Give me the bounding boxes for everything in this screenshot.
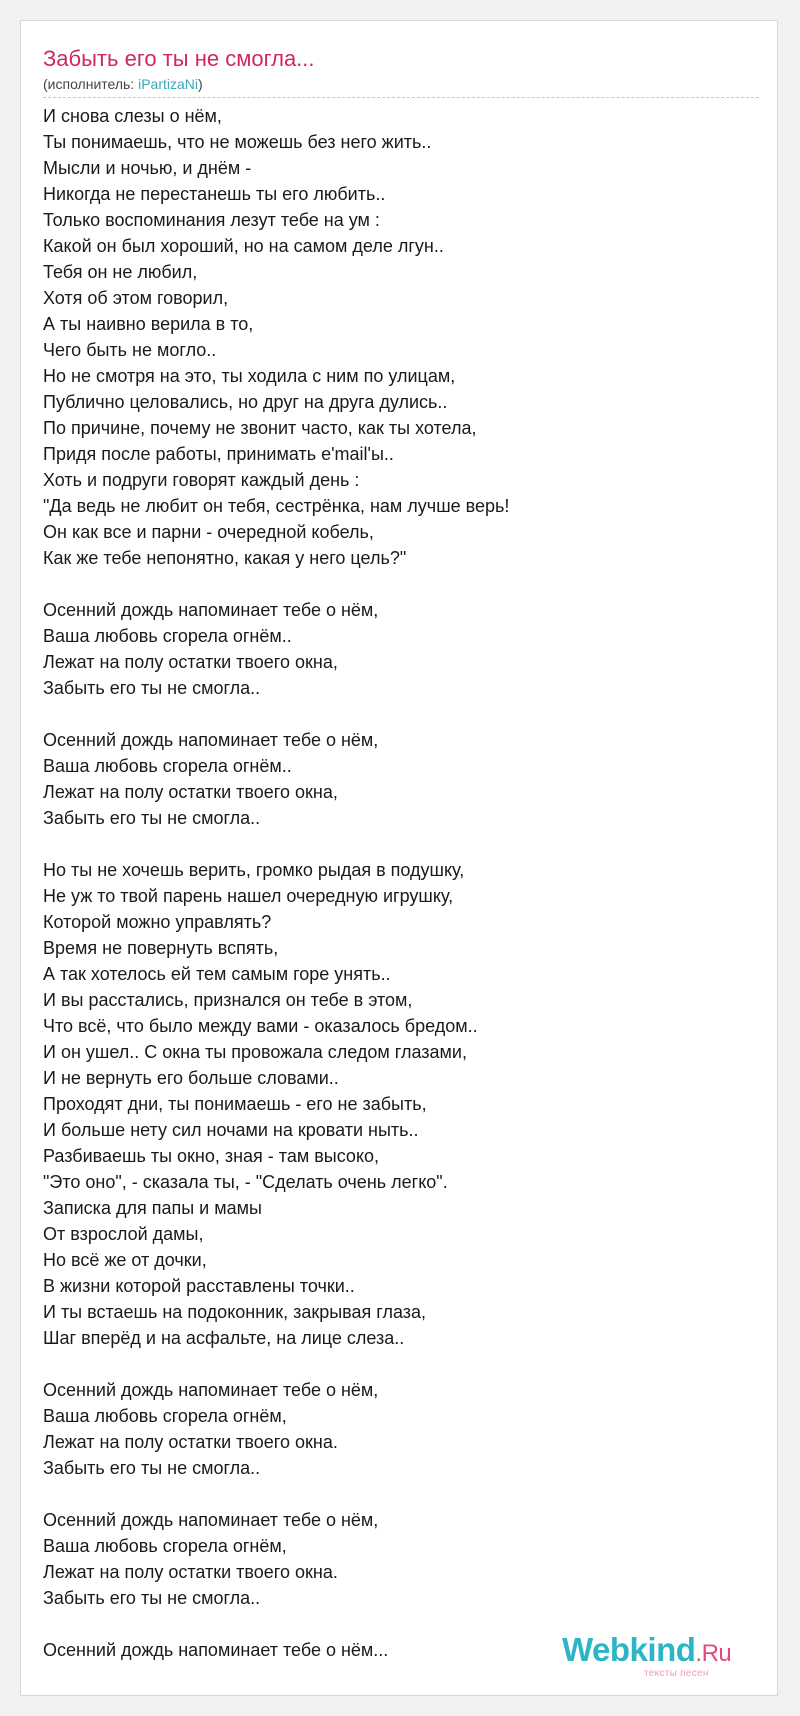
lyric-line: В жизни которой расставлены точки.. bbox=[43, 1276, 355, 1296]
lyric-line: А ты наивно верила в то, bbox=[43, 314, 254, 334]
lyric-line: Публично целовались, но друг на друга дулись.. bbox=[43, 392, 448, 412]
stanza-gap bbox=[43, 571, 759, 597]
lyric-line: Ваша любовь сгорела огнём, bbox=[43, 1536, 287, 1556]
lyric-line: Что всё, что было между вами - оказалось бредом.. bbox=[43, 1016, 478, 1036]
site-logo[interactable] bbox=[562, 1631, 762, 1691]
lyric-line: Хоть и подруги говорят каждый день : bbox=[43, 470, 360, 490]
lyric-line: Забыть его ты не смогла.. bbox=[43, 1458, 261, 1478]
lyric-line: От взрослой дамы, bbox=[43, 1224, 204, 1244]
lyric-line: Забыть его ты не смогла.. bbox=[43, 808, 261, 828]
lyric-line: Время не повернуть вспять, bbox=[43, 938, 279, 958]
lyric-line: Шаг вперёд и на асфальте, на лице слеза.. bbox=[43, 1328, 405, 1348]
lyric-line: Проходят дни, ты понимаешь - его не забыть, bbox=[43, 1094, 427, 1114]
stanza-gap bbox=[43, 1351, 759, 1377]
lyric-line: Осенний дождь напоминает тебе о нём, bbox=[43, 1380, 379, 1400]
lyric-line: Забыть его ты не смогла.. bbox=[43, 1588, 261, 1608]
artist-prefix: (исполнитель: bbox=[43, 76, 139, 92]
lyric-line: Чего быть не могло.. bbox=[43, 340, 217, 360]
song-header bbox=[43, 43, 759, 98]
artist-link[interactable]: iPartizaNi bbox=[138, 76, 198, 92]
song-title: Забыть его ты не смогла... bbox=[43, 46, 315, 71]
lyric-line: Не уж то твой парень нашел очередную игрушку, bbox=[43, 886, 454, 906]
lyric-line: Записка для папы и мамы bbox=[43, 1198, 262, 1218]
lyric-line: По причине, почему не звонит часто, как ты хотела, bbox=[43, 418, 477, 438]
lyrics-text bbox=[43, 103, 759, 1663]
stanza-gap bbox=[43, 701, 759, 727]
lyric-line: Осенний дождь напоминает тебе о нём... bbox=[43, 1640, 389, 1660]
lyric-line: Лежат на полу остатки твоего окна, bbox=[43, 782, 338, 802]
lyric-line: Но не смотря на это, ты ходила с ним по улицам, bbox=[43, 366, 456, 386]
lyric-line: Придя после работы, принимать e'mail'ы.. bbox=[43, 444, 394, 464]
lyric-line: Осенний дождь напоминает тебе о нём, bbox=[43, 730, 379, 750]
lyric-line: Никогда не перестанешь ты его любить.. bbox=[43, 184, 386, 204]
lyric-line: Лежат на полу остатки твоего окна. bbox=[43, 1562, 338, 1582]
logo-main-text: Webkind bbox=[562, 1631, 696, 1668]
lyric-line: Как же тебе непонятно, какая у него цель?" bbox=[43, 548, 407, 568]
lyric-line: И больше нету сил ночами на кровати ныть.. bbox=[43, 1120, 419, 1140]
lyric-line: Тебя он не любил, bbox=[43, 262, 198, 282]
logo-tld: .Ru bbox=[695, 1640, 732, 1667]
artist-suffix: ) bbox=[198, 76, 203, 92]
lyric-line: "Да ведь не любит он тебя, сестрёнка, нам лучше верь! bbox=[43, 496, 510, 516]
stanza-gap bbox=[43, 1481, 759, 1507]
lyric-line: Лежат на полу остатки твоего окна, bbox=[43, 652, 338, 672]
lyric-line: Какой он был хороший, но на самом деле лгун.. bbox=[43, 236, 444, 256]
lyric-line: И не вернуть его больше словами.. bbox=[43, 1068, 339, 1088]
lyric-line: Осенний дождь напоминает тебе о нём, bbox=[43, 600, 379, 620]
lyric-line: И он ушел.. С окна ты провожала следом глазами, bbox=[43, 1042, 467, 1062]
lyric-line: Осенний дождь напоминает тебе о нём, bbox=[43, 1510, 379, 1530]
stanza-gap bbox=[43, 831, 759, 857]
lyric-line: Но всё же от дочки, bbox=[43, 1250, 207, 1270]
lyric-line: Забыть его ты не смогла.. bbox=[43, 678, 261, 698]
lyric-line: И вы расстались, признался он тебе в этом, bbox=[43, 990, 413, 1010]
logo-wordmark bbox=[562, 1631, 731, 1673]
lyric-line: Но ты не хочешь верить, громко рыдая в подушку, bbox=[43, 860, 465, 880]
lyric-line: Только воспоминания лезут тебе на ум : bbox=[43, 210, 380, 230]
lyric-line: А так хотелось ей тем самым горе унять.. bbox=[43, 964, 391, 984]
lyric-line: Лежат на полу остатки твоего окна. bbox=[43, 1432, 338, 1452]
lyric-line: Разбиваешь ты окно, зная - там высоко, bbox=[43, 1146, 380, 1166]
lyric-line: Которой можно управлять? bbox=[43, 912, 272, 932]
lyric-line: "Это оно", - сказала ты, - "Сделать очень легко". bbox=[43, 1172, 448, 1192]
lyric-line: Мысли и ночью, и днём - bbox=[43, 158, 252, 178]
lyric-line: Ты понимаешь, что не можешь без него жить.. bbox=[43, 132, 432, 152]
lyric-line: Хотя об этом говорил, bbox=[43, 288, 229, 308]
lyric-line: И снова слезы о нём, bbox=[43, 106, 222, 126]
lyric-line: Ваша любовь сгорела огнём.. bbox=[43, 626, 292, 646]
logo-tagline: тексты песен bbox=[644, 1668, 709, 1679]
lyric-line: Ваша любовь сгорела огнём, bbox=[43, 1406, 287, 1426]
lyric-line: Он как все и парни - очередной кобель, bbox=[43, 522, 374, 542]
artist-line bbox=[43, 75, 759, 98]
lyric-line: И ты встаешь на подоконник, закрывая глаза, bbox=[43, 1302, 427, 1322]
lyrics-card bbox=[20, 20, 778, 1696]
lyric-line: Ваша любовь сгорела огнём.. bbox=[43, 756, 292, 776]
